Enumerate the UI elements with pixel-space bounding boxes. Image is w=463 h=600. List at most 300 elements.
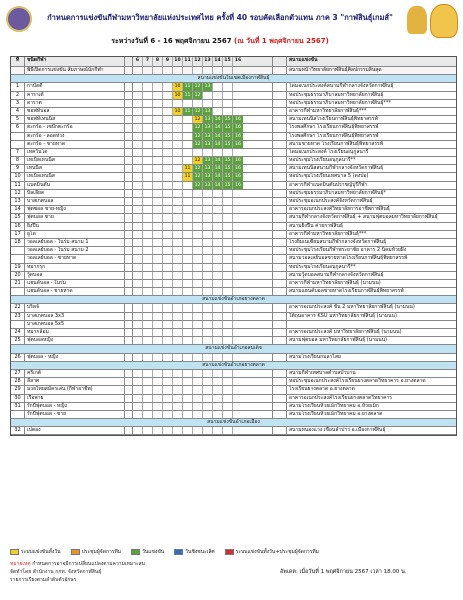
day-cell bbox=[183, 427, 193, 434]
day-cells bbox=[133, 108, 273, 115]
day-cell bbox=[153, 198, 163, 205]
sport-name: มวยไทยสมัครเล่น (กีฬาอาชีพ) bbox=[25, 386, 125, 393]
day-cell bbox=[143, 304, 153, 311]
day-cell bbox=[173, 149, 183, 156]
row-blank bbox=[273, 288, 287, 295]
day-cell: 15 bbox=[223, 182, 233, 189]
day-cells bbox=[133, 337, 273, 344]
day-cells bbox=[133, 92, 273, 99]
day-cell bbox=[143, 272, 153, 279]
day-cell bbox=[183, 321, 193, 328]
row-marker bbox=[125, 214, 133, 221]
venue-name: ใต้ถุนอาคาร KSU มหาวิทยาลัยกาฬสินธุ์ (นามนน) bbox=[289, 312, 397, 319]
day-cell: 11 bbox=[183, 92, 193, 99]
day-cell bbox=[153, 370, 163, 377]
day-cells bbox=[133, 395, 273, 402]
day-cell bbox=[203, 149, 213, 156]
day-cell bbox=[223, 280, 233, 287]
day-cell bbox=[203, 190, 213, 197]
day-cell bbox=[133, 264, 143, 271]
day-cell bbox=[183, 386, 193, 393]
day-cell bbox=[143, 280, 153, 287]
venue-name: อาคารอเนกประสงค์วิทยาลัยการอาชีพกาฬสินธุ์ bbox=[289, 206, 390, 213]
row-blank bbox=[273, 370, 287, 377]
day-cell bbox=[193, 214, 203, 221]
row-number: 7 bbox=[11, 149, 25, 156]
sport-name: เทเบิลเทนนิส bbox=[25, 173, 125, 180]
row-number: 3 bbox=[11, 100, 25, 107]
day-cell bbox=[133, 100, 143, 107]
row-number: 16 bbox=[11, 223, 25, 230]
day-cell bbox=[153, 337, 163, 344]
row-number bbox=[11, 247, 25, 254]
sport-name: เทควันโด bbox=[25, 149, 125, 156]
day-cell bbox=[193, 337, 203, 344]
row-marker bbox=[125, 182, 133, 189]
day-cells bbox=[133, 288, 273, 295]
legend-swatch bbox=[131, 549, 140, 555]
day-cell bbox=[163, 231, 173, 238]
day-cell bbox=[183, 337, 193, 344]
day-cell bbox=[193, 395, 203, 402]
day-cells bbox=[133, 313, 273, 320]
day-cell bbox=[223, 370, 233, 377]
row-marker bbox=[125, 247, 133, 254]
day-cell bbox=[143, 247, 153, 254]
day-cell bbox=[153, 223, 163, 230]
sport-name: เทนนิส bbox=[25, 165, 125, 172]
row-blank bbox=[273, 108, 287, 115]
day-cell bbox=[143, 411, 153, 418]
row-number: 15 bbox=[11, 214, 25, 221]
day-cell bbox=[193, 247, 203, 254]
row-blank bbox=[273, 403, 287, 410]
row-number: 17 bbox=[11, 231, 25, 238]
day-cell bbox=[213, 272, 223, 279]
row-marker bbox=[125, 321, 133, 328]
day-cell bbox=[143, 427, 153, 434]
row-marker bbox=[125, 280, 133, 287]
day-cells bbox=[133, 116, 273, 123]
day-cell bbox=[133, 354, 143, 361]
day-cell bbox=[173, 395, 183, 402]
day-cell bbox=[153, 280, 163, 287]
day-cell bbox=[153, 304, 163, 311]
day-cells bbox=[133, 198, 273, 205]
row-number bbox=[11, 288, 25, 295]
day-header: 16 bbox=[234, 58, 242, 63]
day-cell bbox=[163, 354, 173, 361]
day-cell bbox=[203, 206, 213, 213]
day-cell bbox=[133, 214, 143, 221]
day-cell: 15 bbox=[223, 133, 233, 140]
day-cell bbox=[183, 247, 193, 254]
day-header: 15 bbox=[223, 57, 233, 66]
day-cell bbox=[213, 214, 223, 221]
day-cell bbox=[183, 182, 193, 189]
table-row bbox=[11, 149, 456, 157]
day-cell: 10 bbox=[173, 108, 183, 115]
row-blank bbox=[273, 337, 287, 344]
day-cell: 11 bbox=[183, 165, 193, 172]
venue-name: หอประชุมธรรมาภิบาลมหาวิทยาลัยกาฬสินธุ์* bbox=[289, 189, 386, 196]
day-cell bbox=[233, 239, 243, 246]
table-row bbox=[11, 255, 456, 263]
table-row bbox=[11, 427, 456, 435]
day-cell bbox=[163, 411, 173, 418]
day-cell bbox=[153, 354, 163, 361]
row-number bbox=[11, 321, 25, 328]
day-cell bbox=[133, 157, 143, 164]
day-cell bbox=[183, 214, 193, 221]
day-cell bbox=[133, 149, 143, 156]
row-marker bbox=[125, 403, 133, 410]
day-cell bbox=[143, 67, 153, 74]
row-number: 24 bbox=[11, 329, 25, 336]
sport-name: ยิงปืน bbox=[25, 223, 125, 230]
table-row bbox=[11, 206, 456, 214]
day-cell bbox=[213, 255, 223, 262]
day-cell bbox=[223, 395, 233, 402]
day-cell bbox=[133, 198, 143, 205]
day-cell bbox=[223, 264, 233, 271]
day-cell bbox=[153, 67, 163, 74]
day-cell bbox=[153, 214, 163, 221]
table-row bbox=[11, 182, 456, 190]
row-marker bbox=[125, 255, 133, 262]
day-cell bbox=[193, 239, 203, 246]
day-cell bbox=[163, 386, 173, 393]
day-cell bbox=[133, 272, 143, 279]
day-cell bbox=[173, 173, 183, 180]
as-of-date: (ณ วันที่ 1 พฤศจิกายน 2567) bbox=[234, 37, 329, 45]
day-cell bbox=[203, 427, 213, 434]
day-cell: 14 bbox=[213, 124, 223, 131]
day-cell: 16 bbox=[233, 133, 243, 140]
day-cell bbox=[143, 108, 153, 115]
table-row bbox=[11, 280, 456, 288]
day-cell bbox=[143, 313, 153, 320]
table-row bbox=[11, 411, 456, 419]
row-marker bbox=[125, 116, 133, 123]
day-cell bbox=[133, 182, 143, 189]
day-cell bbox=[143, 378, 153, 385]
day-cell bbox=[153, 329, 163, 336]
day-cells bbox=[133, 411, 273, 418]
day-cell bbox=[133, 255, 143, 262]
day-cell bbox=[223, 108, 233, 115]
day-cell bbox=[223, 214, 233, 221]
day-cell: 13 bbox=[203, 157, 213, 164]
col-mark-header bbox=[125, 57, 133, 66]
day-cell bbox=[153, 92, 163, 99]
opening-days bbox=[133, 67, 273, 74]
day-cell bbox=[203, 67, 213, 74]
day-cell: 13 bbox=[203, 124, 213, 131]
sport-name: ซอฟท์บอล bbox=[25, 108, 125, 115]
venue-name: หอประชุมโรงเรียนกีฬาพระยาชัย อาคาร 2 นิคมห้วยผึ้ง bbox=[289, 247, 407, 254]
day-cell bbox=[183, 198, 193, 205]
sport-name: แฮนด์บอล - ในร่ม bbox=[25, 280, 125, 287]
day-cell bbox=[203, 411, 213, 418]
day-cell bbox=[143, 395, 153, 402]
day-cell: 14 bbox=[213, 165, 223, 172]
day-cell: 16 bbox=[233, 141, 243, 148]
day-cell: 13 bbox=[203, 182, 213, 189]
table-row bbox=[11, 403, 456, 411]
row-blank bbox=[273, 182, 287, 189]
table-row bbox=[11, 141, 456, 149]
day-cell bbox=[173, 182, 183, 189]
day-cells bbox=[133, 280, 273, 287]
table-row bbox=[11, 304, 456, 312]
row-marker bbox=[125, 133, 133, 140]
table-row bbox=[11, 124, 456, 132]
day-cell bbox=[183, 149, 193, 156]
day-cell: 11 bbox=[183, 108, 193, 115]
day-cell bbox=[213, 231, 223, 238]
row-blank bbox=[273, 141, 287, 148]
day-cell bbox=[183, 304, 193, 311]
day-cell bbox=[143, 403, 153, 410]
day-cell bbox=[133, 190, 143, 197]
day-cell bbox=[163, 83, 173, 90]
day-cell bbox=[233, 337, 243, 344]
day-header: 12 bbox=[193, 57, 203, 66]
day-cell bbox=[213, 247, 223, 254]
day-cell bbox=[183, 354, 193, 361]
day-cell bbox=[173, 304, 183, 311]
day-cells bbox=[133, 255, 273, 262]
day-cell bbox=[183, 231, 193, 238]
section-title: สนามแข่งขันอำเภอสมเด็จ bbox=[11, 345, 456, 353]
day-cell bbox=[163, 329, 173, 336]
day-cell bbox=[193, 67, 203, 74]
sport-name: แฮนด์บอล - ชายหาด bbox=[25, 288, 125, 295]
row-marker bbox=[125, 223, 133, 230]
day-cell bbox=[233, 313, 243, 320]
table-row bbox=[11, 223, 456, 231]
row-blank bbox=[273, 247, 287, 254]
col-venue-header: สนามแข่งขัน bbox=[289, 57, 318, 63]
day-cell bbox=[233, 149, 243, 156]
row-blank bbox=[273, 124, 287, 131]
legend-label: วันชิงชนะเลิศ bbox=[185, 549, 215, 555]
day-cell bbox=[153, 313, 163, 320]
day-cell bbox=[183, 411, 193, 418]
day-cell: 14 bbox=[213, 133, 223, 140]
day-cell bbox=[183, 280, 193, 287]
row-blank bbox=[273, 173, 287, 180]
day-cell bbox=[133, 313, 143, 320]
day-cell bbox=[163, 173, 173, 180]
table-row bbox=[11, 100, 456, 108]
venue-name: อาคารอเนกประสงค์ มหาวิทยาลัยกาฬสินธุ์ (นามนน) bbox=[289, 329, 402, 335]
row-number: 13 bbox=[11, 198, 25, 205]
day-cell bbox=[223, 304, 233, 311]
day-cell: 16 bbox=[233, 124, 243, 131]
day-cell bbox=[203, 337, 213, 344]
day-cell bbox=[213, 264, 223, 271]
day-cell bbox=[133, 133, 143, 140]
university-sports-logo bbox=[6, 6, 32, 32]
row-marker bbox=[125, 329, 133, 336]
day-cell bbox=[163, 239, 173, 246]
day-cell bbox=[163, 124, 173, 131]
day-cell bbox=[223, 378, 233, 385]
day-cell bbox=[233, 272, 243, 279]
sport-name: เทเบิลเทนนิส bbox=[25, 157, 125, 164]
day-cell bbox=[223, 247, 233, 254]
row-blank bbox=[273, 133, 287, 140]
legend-item bbox=[225, 548, 319, 556]
day-header: 10 bbox=[173, 57, 183, 66]
day-cell bbox=[153, 141, 163, 148]
day-cell bbox=[183, 133, 193, 140]
day-cell bbox=[163, 108, 173, 115]
day-cell bbox=[133, 92, 143, 99]
day-cell bbox=[223, 198, 233, 205]
day-cell bbox=[203, 214, 213, 221]
day-cells bbox=[133, 124, 273, 131]
day-cell bbox=[213, 395, 223, 402]
day-cell bbox=[143, 337, 153, 344]
day-cell bbox=[233, 108, 243, 115]
day-cell bbox=[153, 231, 163, 238]
row-marker bbox=[125, 149, 133, 156]
legend-swatch bbox=[174, 549, 183, 555]
day-cell bbox=[163, 141, 173, 148]
row-blank bbox=[273, 83, 287, 90]
day-cell bbox=[233, 370, 243, 377]
day-header: 6 bbox=[133, 57, 143, 66]
venue-name: สนามแฮนด์บอลชายหาดโรงเรียนกาฬสินธุ์พิทยาสรรพ์ bbox=[289, 288, 404, 295]
row-marker bbox=[125, 288, 133, 295]
day-cell bbox=[143, 370, 153, 377]
day-cell: 16 bbox=[233, 182, 243, 189]
table-row bbox=[11, 214, 456, 222]
day-cell: 12 bbox=[193, 133, 203, 140]
day-cell bbox=[233, 264, 243, 271]
day-cell bbox=[163, 313, 173, 320]
day-cell bbox=[183, 116, 193, 123]
day-cell bbox=[233, 280, 243, 287]
venue-name: โรงพลศึกษา โรงเรียนกาฬสินธุ์พิทยาสรรพ์ bbox=[289, 124, 379, 131]
legend-swatch bbox=[10, 549, 19, 555]
legend-item bbox=[131, 548, 164, 556]
day-cell bbox=[133, 231, 143, 238]
day-cell bbox=[153, 386, 163, 393]
footer-note bbox=[10, 560, 145, 568]
sport-name: บาสเกตบอล 3x3 bbox=[25, 313, 125, 320]
day-cells bbox=[133, 272, 273, 279]
row-number bbox=[11, 133, 25, 140]
day-cell bbox=[173, 247, 183, 254]
day-cell bbox=[203, 321, 213, 328]
day-cell bbox=[153, 83, 163, 90]
day-cell bbox=[193, 272, 203, 279]
day-cell bbox=[153, 288, 163, 295]
sport-name: ลีลาศ bbox=[25, 378, 125, 385]
day-cell bbox=[173, 141, 183, 148]
sport-name: เรือพาย bbox=[25, 395, 125, 402]
venue-name: สนามเทนนิสสนามกีฬากลางจังหวัดกาฬสินธุ์ bbox=[289, 165, 384, 172]
day-cells bbox=[133, 231, 273, 238]
row-marker bbox=[125, 83, 133, 90]
day-cell bbox=[193, 198, 203, 205]
day-cell bbox=[133, 67, 143, 74]
day-cell bbox=[143, 165, 153, 172]
day-cell bbox=[223, 329, 233, 336]
day-cell bbox=[223, 386, 233, 393]
table-header-row bbox=[11, 57, 456, 67]
sport-name: ฟุตบอล ชาย bbox=[25, 214, 125, 221]
day-cell bbox=[173, 255, 183, 262]
day-cell bbox=[143, 100, 153, 107]
row-blank bbox=[273, 386, 287, 393]
note-text: กำหนดการอาจมีการเปลี่ยนแปลงตามความเหมาะสม bbox=[32, 561, 146, 567]
sport-name: ตะกร้อ - ลอดห่วง bbox=[25, 133, 125, 140]
row-blank bbox=[273, 395, 287, 402]
table-row bbox=[11, 370, 456, 378]
day-cell bbox=[223, 239, 233, 246]
venue-name: หอประชุมอเนกประสงค์โรงเรียนยางตลาดวิทยาคาร อ.ยางตลาด bbox=[289, 378, 426, 385]
row-blank bbox=[273, 190, 287, 197]
day-cell bbox=[213, 411, 223, 418]
day-cell bbox=[163, 133, 173, 140]
day-cell bbox=[163, 116, 173, 123]
row-number: 5 bbox=[11, 116, 25, 123]
venue-name: โดมอเนกประสงค์ โรงเรียนอนุกูลนารี bbox=[289, 148, 369, 155]
row-number bbox=[11, 141, 25, 148]
day-cell bbox=[163, 182, 173, 189]
venue-name: อาคารกีฬาแบดมินตันปราชญ์บูรีกีฬา bbox=[289, 181, 368, 188]
sport-name: ครีเกต์ bbox=[25, 370, 125, 377]
row-number: 32 bbox=[11, 427, 25, 434]
day-cells bbox=[133, 239, 273, 246]
day-cell bbox=[133, 239, 143, 246]
day-cell: 12 bbox=[193, 92, 203, 99]
row-blank bbox=[273, 255, 287, 262]
row-marker bbox=[125, 108, 133, 115]
day-cell bbox=[193, 255, 203, 262]
day-cell bbox=[193, 354, 203, 361]
day-cell bbox=[173, 403, 183, 410]
day-cell: 13 bbox=[203, 173, 213, 180]
day-cell bbox=[173, 214, 183, 221]
day-cell bbox=[133, 329, 143, 336]
day-cell bbox=[143, 92, 153, 99]
legend-item bbox=[10, 548, 61, 556]
day-cells bbox=[133, 264, 273, 271]
day-cell bbox=[223, 321, 233, 328]
day-cell bbox=[173, 100, 183, 107]
day-cells bbox=[133, 386, 273, 393]
day-cell: 15 bbox=[223, 141, 233, 148]
day-cell bbox=[143, 149, 153, 156]
venue-name: สนามโรงเรียนห้วยเม็กวิทยาคม อ.ห้วยเม็ก bbox=[289, 402, 379, 409]
day-cell bbox=[163, 206, 173, 213]
row-number: 1 bbox=[11, 83, 25, 90]
day-cell bbox=[183, 403, 193, 410]
day-cell bbox=[233, 427, 243, 434]
row-number bbox=[11, 255, 25, 262]
day-cells bbox=[133, 354, 273, 361]
venue-name: สนามวอลเลย์บอลชายหาดโรงเรียนกาฬสินธุ์พิทยาสรรพ์ bbox=[289, 255, 408, 262]
day-cell bbox=[233, 67, 243, 74]
day-cells bbox=[133, 133, 273, 140]
day-cell bbox=[163, 337, 173, 344]
